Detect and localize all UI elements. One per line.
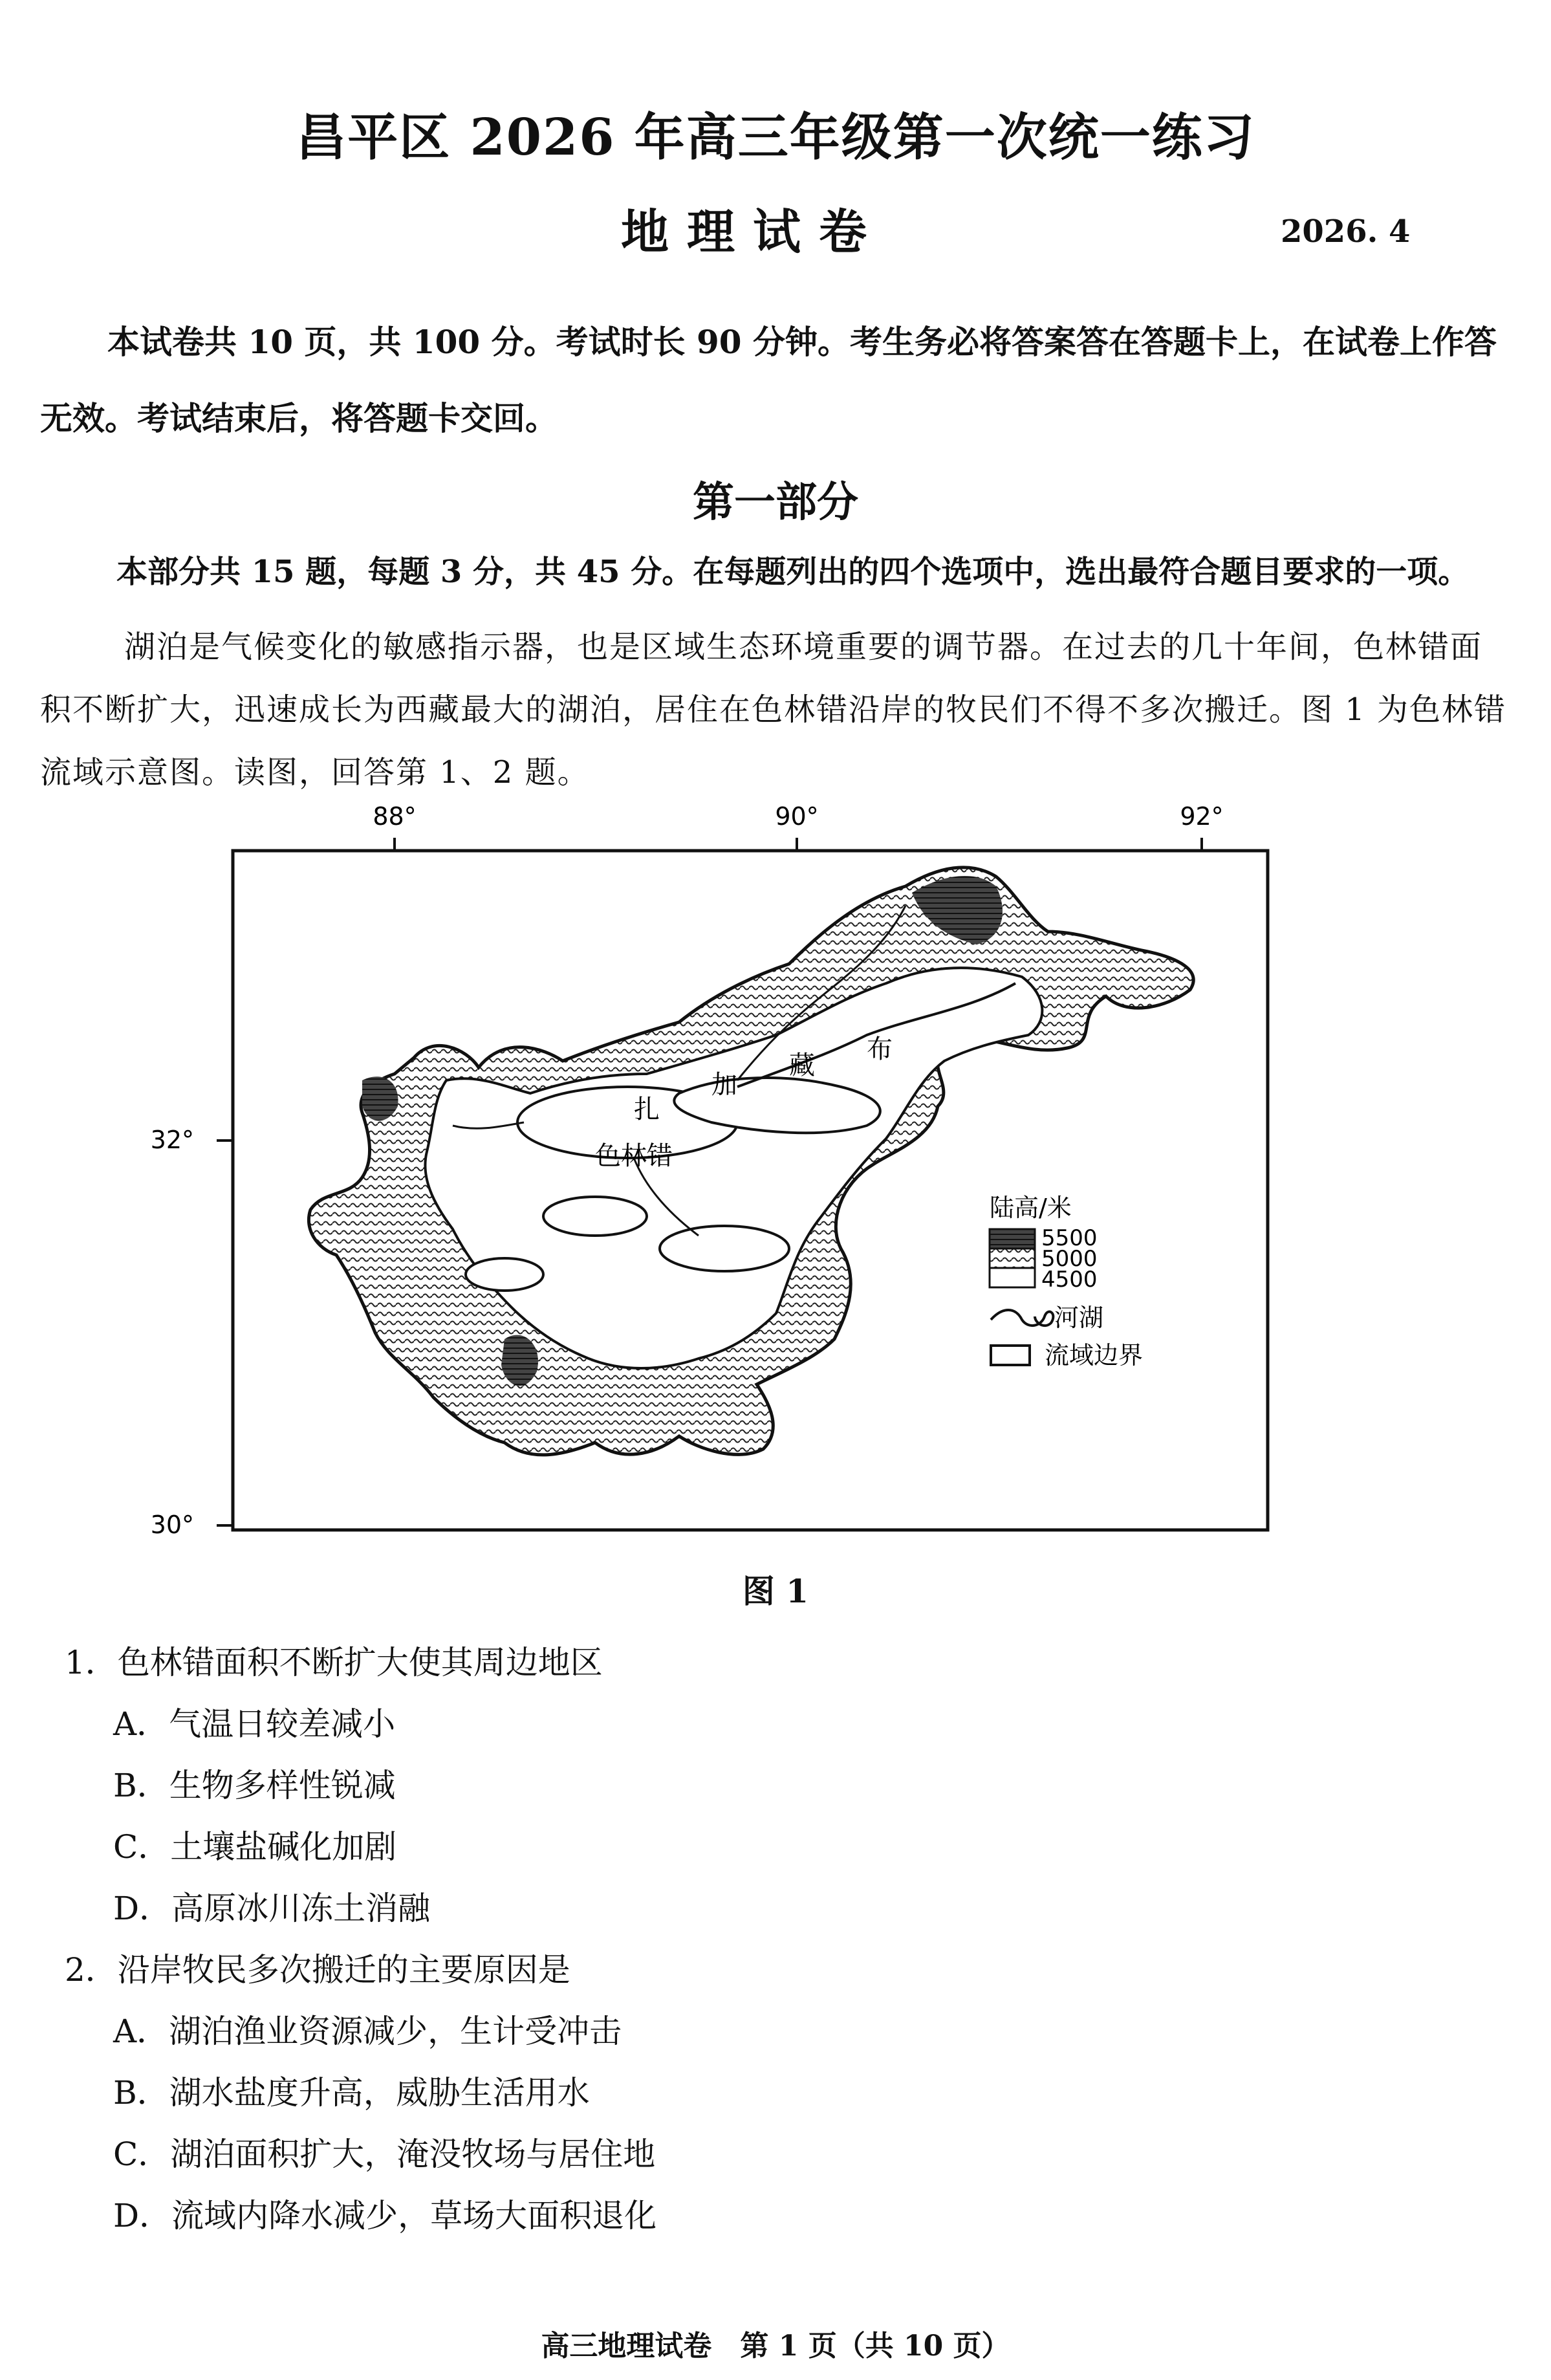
question-2-option-d[interactable]: D．流域内降水减少，草场大面积退化 xyxy=(113,2197,657,2234)
question-2-option-c[interactable]: C．湖泊面积扩大，淹没牧场与居住地 xyxy=(113,2135,656,2173)
legend-boundary-icon xyxy=(991,1346,1030,1365)
lat-label-30: 30° xyxy=(150,1511,194,1539)
legend-level-5500: 5500 xyxy=(1041,1225,1098,1251)
exam-instructions: 本试卷共 10 页，共 100 分。考试时长 90 分钟。考生务必将答案答在答题卡上，在试卷上作答无效。考试结束后，将答题卡交回。 xyxy=(40,323,1497,437)
question-1-option-c[interactable]: C．土壤盐碱化加剧 xyxy=(113,1828,397,1866)
exam-date: 2026. 4 xyxy=(1281,213,1411,250)
exam-title: 昌平区 2026 年高三年级第一次统一练习 xyxy=(296,108,1255,167)
legend-river-lake: 河湖 xyxy=(1054,1304,1104,1332)
legend-river-icon xyxy=(991,1310,1053,1326)
label-zha: 扎 xyxy=(634,1095,660,1124)
question-1-option-b[interactable]: B．生物多样性锐减 xyxy=(113,1767,396,1804)
legend-boundary: 流域边界 xyxy=(1045,1341,1144,1370)
lake-south-3 xyxy=(466,1258,543,1291)
legend-level-5000: 5000 xyxy=(1041,1246,1098,1272)
question-2-option-b[interactable]: B．湖水盐度升高，威胁生活用水 xyxy=(113,2074,590,2112)
question-2-option-a[interactable]: A．湖泊渔业资源减少，生计受冲击 xyxy=(113,2013,622,2050)
label-jia: 加 xyxy=(711,1070,737,1100)
page-footer: 高三地理试卷 第 1 页（共 10 页） xyxy=(541,2330,1010,2363)
question-1-stem: 1．色林错面积不断扩大使其周边地区 xyxy=(65,1644,603,1681)
question-1-option-a[interactable]: A．气温日较差减小 xyxy=(113,1705,396,1743)
lake-south-1 xyxy=(543,1197,647,1236)
lat-label-32: 32° xyxy=(150,1126,194,1154)
question-1-option-d[interactable]: D．高原冰川冻土消融 xyxy=(113,1890,431,1927)
label-selin-co: 色林错 xyxy=(595,1141,673,1171)
part-heading: 第一部分 xyxy=(693,478,858,527)
part-instructions: 本部分共 15 题，每题 3 分，共 45 分。在每题列出的四个选项中，选出最符合题目要求的一项。 xyxy=(116,554,1470,590)
lon-label-90: 90° xyxy=(775,802,819,831)
exam-subtitle: 地理试卷 xyxy=(621,204,885,260)
label-bu: 布 xyxy=(867,1034,893,1064)
legend-level-4500: 4500 xyxy=(1041,1267,1098,1293)
figure-1-map xyxy=(142,802,1307,1546)
reading-passage: 湖泊是气候变化的敏感指示器，也是区域生态环境重要的调节器。在过去的几十年间，色林错面积不断扩大，迅速成长为西藏最大的湖泊，居住在色林错沿岸的牧民们不得不多次搬迁。图 1 为色林错流域示意图。读图，回答第 1、2 题。 xyxy=(40,629,1507,791)
question-2-stem: 2．沿岸牧民多次搬迁的主要原因是 xyxy=(65,1951,570,1989)
legend-title: 陆高/米 xyxy=(990,1194,1072,1222)
map-legend xyxy=(990,1194,1143,1370)
lon-label-88: 88° xyxy=(373,802,417,831)
lon-label-92: 92° xyxy=(1180,802,1224,831)
lake-south-2 xyxy=(660,1226,789,1271)
figure-caption: 图 1 xyxy=(742,1572,809,1610)
label-zang: 藏 xyxy=(789,1051,815,1080)
